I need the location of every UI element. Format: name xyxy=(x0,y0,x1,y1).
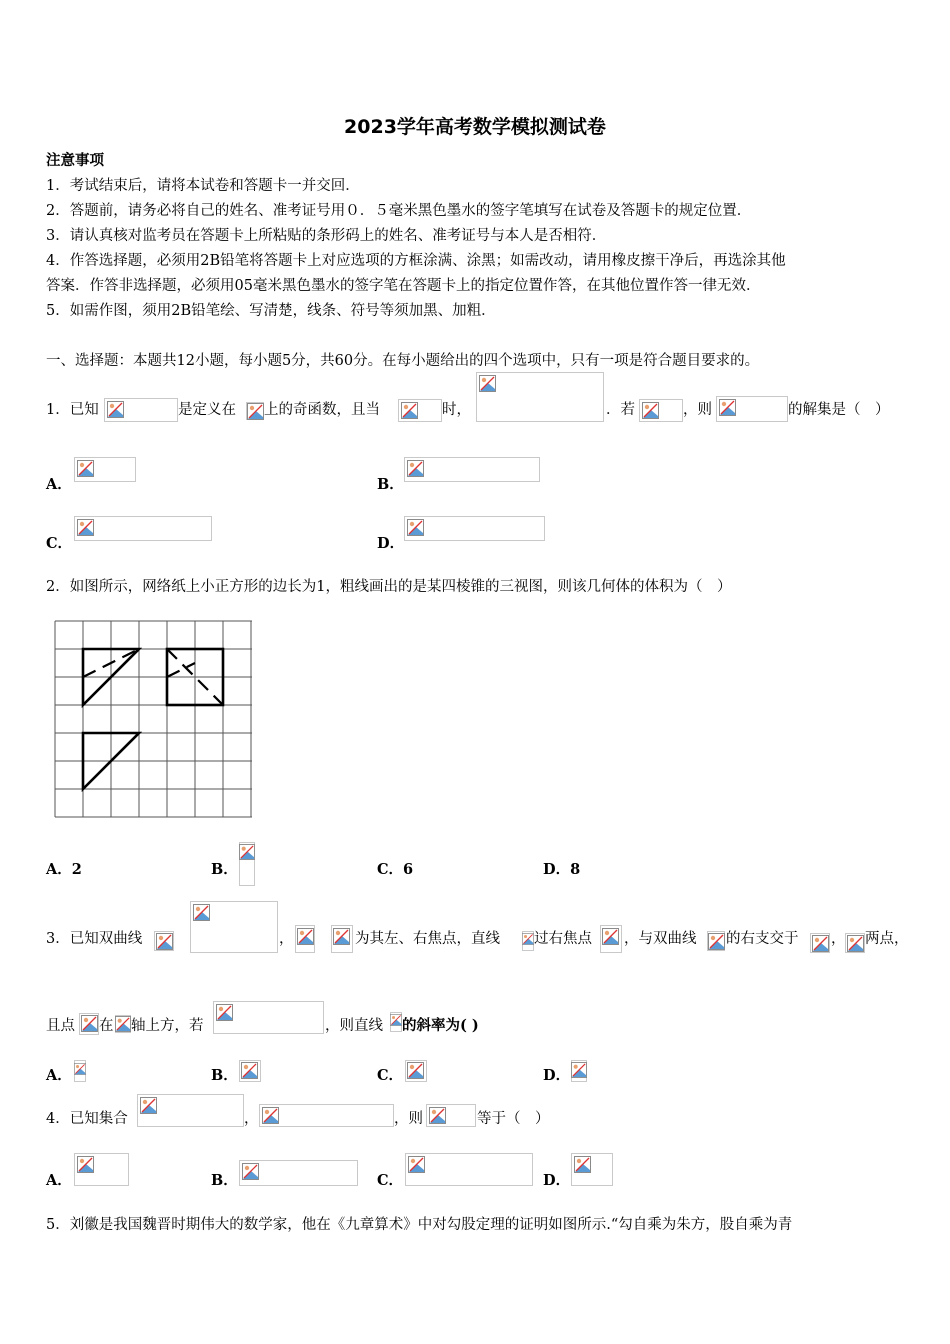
q1-text: 1．已知 xyxy=(46,402,99,418)
broken-image-icon xyxy=(140,1097,157,1114)
notice-item: 2．答题前，请务必将自己的姓名、准考证号用０．５毫米黑色墨水的签字笔填写在试卷及答题卡的规定位置． xyxy=(46,203,752,219)
formula-image xyxy=(716,396,788,422)
formula-image xyxy=(137,1094,244,1127)
option-image xyxy=(74,516,212,541)
option-image xyxy=(74,1153,129,1186)
broken-image-icon xyxy=(77,460,94,477)
q3-option-c: C． xyxy=(377,1067,404,1084)
broken-image-icon xyxy=(333,928,350,945)
formula-image xyxy=(104,398,178,422)
notice-item: 3．请认真核对监考员在答题卡上所粘贴的条形码上的姓名、准考证号与本人是否相符． xyxy=(46,228,607,244)
q2-option-d: D．8 xyxy=(543,861,581,878)
broken-image-icon xyxy=(429,1107,446,1124)
broken-image-icon xyxy=(401,402,418,419)
option-image xyxy=(74,457,136,482)
option-image xyxy=(405,1153,533,1186)
q4-text: 等于（ ） xyxy=(477,1111,550,1127)
option-image xyxy=(239,842,255,886)
q4-option-a: A． xyxy=(46,1172,72,1189)
q3-text: 的右支交于 xyxy=(726,931,799,947)
broken-image-icon xyxy=(847,935,864,952)
q4-text: ，则 xyxy=(394,1111,423,1127)
q1-option-d: D． xyxy=(377,535,405,552)
formula-image xyxy=(522,931,534,951)
broken-image-icon xyxy=(642,402,659,419)
broken-image-icon xyxy=(408,1156,425,1173)
q3-text: 轴上方，若 xyxy=(131,1018,204,1034)
formula-image xyxy=(398,399,442,422)
q3-text: 且点 xyxy=(46,1018,75,1034)
formula-image xyxy=(331,925,353,953)
formula-image xyxy=(845,933,865,953)
formula-image xyxy=(154,931,174,951)
q1-text: 是定义在 xyxy=(178,402,236,418)
notice-item: 答案．作答非选择题，必须用05毫米黑色墨水的签字笔在答题卡上的指定位置作答，在其他位置作答一律无效． xyxy=(46,278,761,294)
broken-image-icon xyxy=(216,1004,233,1021)
formula-image xyxy=(810,933,830,953)
formula-image xyxy=(213,1001,324,1034)
q3-option-a: A． xyxy=(46,1067,72,1084)
broken-image-icon xyxy=(77,519,94,536)
option-image xyxy=(74,1060,86,1082)
formula-image xyxy=(190,901,278,953)
broken-image-icon xyxy=(390,1014,402,1026)
broken-image-icon xyxy=(115,1016,131,1032)
q4-text: 4．已知集合 xyxy=(46,1111,128,1127)
q2-option-c: C．6 xyxy=(377,861,414,878)
q3-text: 的斜率为( ) xyxy=(402,1017,479,1034)
option-image xyxy=(239,1160,358,1186)
q2-option-a: A．2 xyxy=(46,861,82,878)
formula-image xyxy=(259,1104,394,1127)
broken-image-icon xyxy=(242,1163,259,1180)
broken-image-icon xyxy=(297,928,314,945)
formula-image xyxy=(707,931,725,951)
q4-option-c: C． xyxy=(377,1172,404,1189)
broken-image-icon xyxy=(262,1107,279,1124)
option-image xyxy=(405,1060,427,1082)
broken-image-icon xyxy=(479,375,496,392)
option-image xyxy=(239,1060,261,1082)
formula-image xyxy=(476,372,604,422)
broken-image-icon xyxy=(571,1062,587,1078)
q1-option-a: A． xyxy=(46,476,72,493)
q4-text: ， xyxy=(244,1111,259,1127)
q3-option-b: B． xyxy=(211,1067,238,1084)
broken-image-icon xyxy=(241,1062,258,1079)
broken-image-icon xyxy=(708,933,725,950)
option-image xyxy=(571,1060,587,1082)
page-title: 2023学年高考数学模拟测试卷 xyxy=(344,116,606,138)
three-view-grid-figure xyxy=(52,617,256,823)
formula-image xyxy=(426,1104,476,1127)
broken-image-icon xyxy=(812,935,829,952)
q3-text: 为其左、右焦点，直线 xyxy=(355,931,500,947)
formula-image xyxy=(295,925,315,953)
q3-text: ， xyxy=(831,931,846,947)
q1-text: 上的奇函数，且当 xyxy=(264,402,380,418)
notice-item: 4．作答选择题，必须用2B铅笔将答题卡上对应选项的方框涂满、涂黑；如需改动，请用橡皮擦干净后，再选涂其他 xyxy=(46,253,786,269)
formula-image xyxy=(639,399,683,422)
option-image xyxy=(404,516,545,541)
q3-text: ，则直线 xyxy=(325,1018,383,1034)
q3-option-d: D． xyxy=(543,1067,571,1084)
notice-heading: 注意事项 xyxy=(46,152,104,169)
broken-image-icon xyxy=(81,1015,98,1032)
q1-option-b: B． xyxy=(377,476,404,493)
option-image xyxy=(404,457,540,482)
notice-item: 1．考试结束后，请将本试卷和答题卡一并交回． xyxy=(46,178,360,194)
q3-text: 过右焦点 xyxy=(534,931,592,947)
broken-image-icon xyxy=(239,844,255,860)
broken-image-icon xyxy=(407,460,424,477)
q1-text: ，则 xyxy=(683,402,712,418)
broken-image-icon xyxy=(77,1156,94,1173)
q5-text: 5．刘徽是我国魏晋时期伟大的数学家，他在《九章算术》中对勾股定理的证明如图所示.“勾自乘为朱方，股自乘为青 xyxy=(46,1217,793,1233)
q1-option-c: C． xyxy=(46,535,73,552)
formula-image xyxy=(246,402,264,420)
broken-image-icon xyxy=(602,928,619,945)
q4-option-d: D． xyxy=(543,1172,571,1189)
q1-text: 的解集是（ ） xyxy=(788,402,890,418)
q2-text: 2．如图所示，网络纸上小正方形的边长为1，粗线画出的是某四棱锥的三视图，则该几何体的体积为（ ） xyxy=(46,579,732,595)
q4-option-b: B． xyxy=(211,1172,238,1189)
q3-text: 3．已知双曲线 xyxy=(46,931,143,947)
q3-text: 两点， xyxy=(865,931,909,947)
q2-option-b: B． xyxy=(211,861,238,878)
section-heading: 一、选择题：本题共12小题，每小题5分，共60分。在每小题给出的四个选项中，只有一项是符合题目要求的。 xyxy=(46,353,760,369)
broken-image-icon xyxy=(193,904,210,921)
formula-image xyxy=(600,925,622,953)
q3-text: 在 xyxy=(99,1018,114,1034)
broken-image-icon xyxy=(407,519,424,536)
broken-image-icon xyxy=(156,933,173,950)
option-image xyxy=(571,1153,613,1186)
q1-text: 时， xyxy=(442,402,471,418)
broken-image-icon xyxy=(574,1156,591,1173)
formula-image xyxy=(390,1012,402,1032)
q3-text: ，与双曲线 xyxy=(624,931,697,947)
broken-image-icon xyxy=(74,1063,86,1075)
notice-item: 5．如需作图，须用2B铅笔绘、写清楚，线条、符号等须加黑、加粗． xyxy=(46,303,496,319)
formula-image xyxy=(115,1015,131,1033)
broken-image-icon xyxy=(522,933,534,945)
q1-text: ．若 xyxy=(606,402,635,418)
broken-image-icon xyxy=(107,401,124,418)
formula-image xyxy=(79,1013,99,1035)
broken-image-icon xyxy=(247,403,264,420)
broken-image-icon xyxy=(407,1062,424,1079)
broken-image-icon xyxy=(719,399,736,416)
q3-text: ， xyxy=(279,931,294,947)
